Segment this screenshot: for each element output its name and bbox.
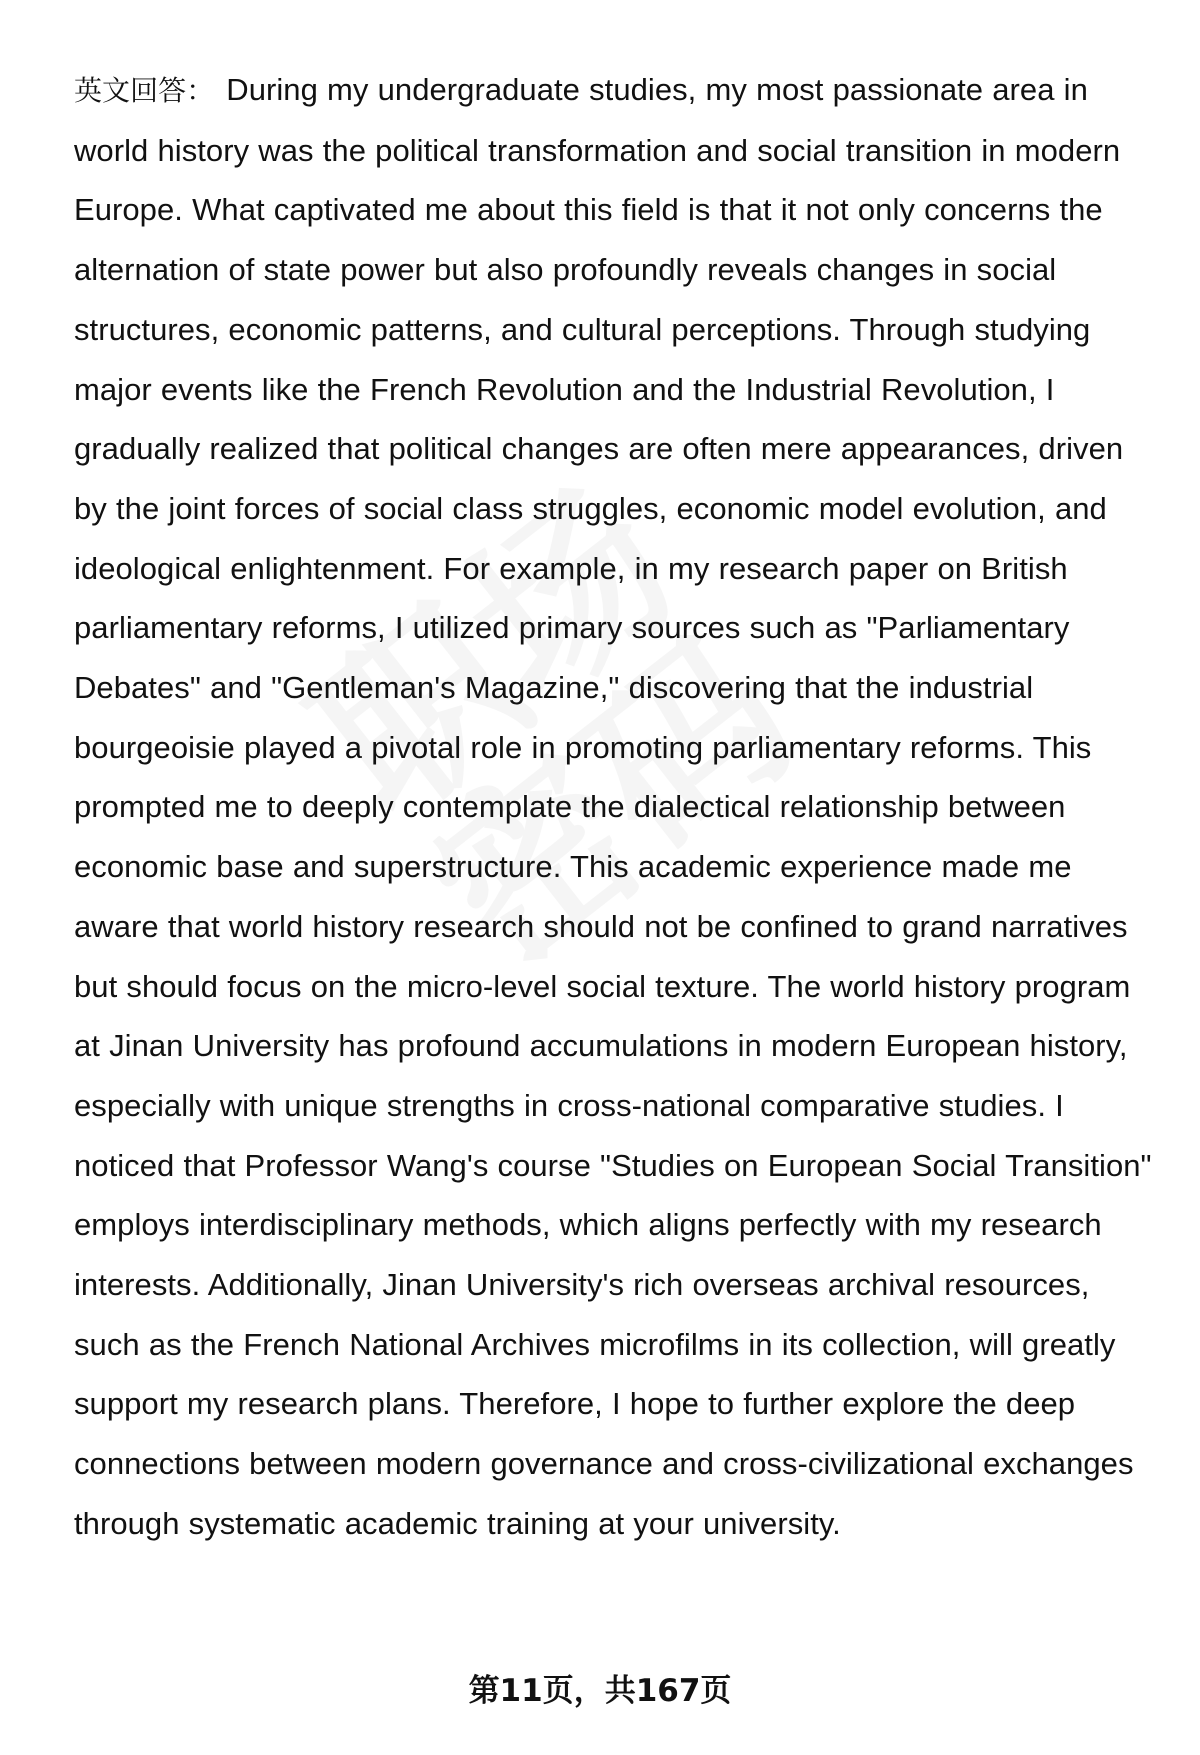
- document-page: [74, 60, 1164, 1554]
- answer-label: 英文回答：: [74, 74, 215, 107]
- page-number: 第11页，共167页: [468, 1673, 732, 1709]
- answer-text: During my undergraduate studies, my most passionate area in world history was the political transformation and social transition in modern Europe. What captivated me about this field is that it not only concerns the alternation of state power but also profoundly reveals changes in social structures, economic patterns, and cultural perceptions. Through studying major events like the French Revolution and the Industrial Revolution, I gradually realized that political changes are often mere appearances, driven by the joint forces of social class struggles, economic model evolution, and ideological enlightenment. For example, in my research paper on British parliamentary reforms, I utilized primary sources such as "Parliamentary Debates" and "Gentleman's Magazine," discovering that the industrial bourgeoisie played a pivotal role in promoting parliamentary reforms. This prompted me to deeply contemplate the dialectical relationship between economic base and superstructure. This academic experience made me aware that world history research should not be confined to grand narratives but should focus on the micro-level social texture. The world history program at Jinan University has profound accumulations in modern European history, especially with unique strengths in cross-national comparative studies. I noticed that Professor Wang's course "Studies on European Social Transition" employs interdisciplinary methods, which aligns perfectly with my research interests. Additionally, Jinan University's rich overseas archival resources, such as the French National Archives microfilms in its collection, will greatly support my research plans. Therefore, I hope to further explore the deep connections between modern governance and cross-civilizational exchanges through systematic academic training at your university.: [74, 72, 1152, 1541]
- english-answer-paragraph: [74, 60, 1164, 1554]
